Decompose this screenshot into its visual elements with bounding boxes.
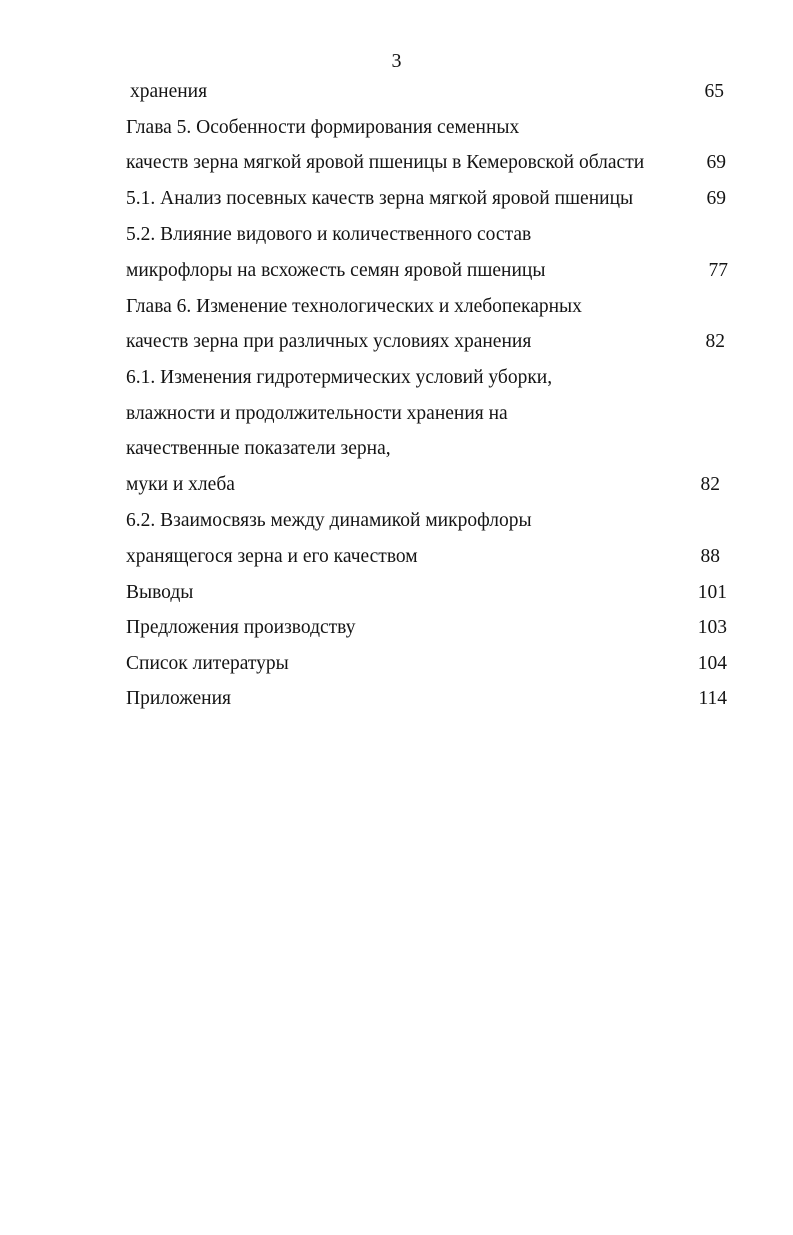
toc-entry-title: хранения xyxy=(130,81,208,102)
toc-entry-page: 101 xyxy=(697,582,727,603)
toc-entry-page: 69 xyxy=(706,188,726,209)
toc-entry xyxy=(0,396,793,432)
toc-entry xyxy=(0,539,793,575)
toc-entry xyxy=(0,575,793,611)
toc-entry-title: 6.1. Изменения гидротермических условий уборки, xyxy=(126,367,553,388)
toc-entry-title: 6.2. Взаимосвязь между динамикой микрофлоры xyxy=(126,510,532,531)
toc-entry-title: микрофлоры на всхожесть семян яровой пшеницы xyxy=(126,260,546,281)
toc-entry xyxy=(0,360,793,396)
toc-entry-title: Предложения производству xyxy=(126,617,356,638)
toc-entry xyxy=(0,217,793,253)
toc-entry xyxy=(0,646,793,682)
toc-entry xyxy=(0,431,793,467)
toc-entry-page: 82 xyxy=(705,331,725,352)
toc-entry-title: муки и хлеба xyxy=(126,474,235,495)
toc-entry xyxy=(0,503,793,539)
toc-entry-title: Приложения xyxy=(126,688,231,709)
toc-entry-title: качественные показатели зерна, xyxy=(126,438,391,459)
toc-entry-title: 5.1. Анализ посевных качеств зерна мягкой яровой пшеницы xyxy=(126,188,634,209)
toc-entry-page: 104 xyxy=(697,653,727,674)
toc-entry xyxy=(0,289,793,325)
toc-entry-title: Выводы xyxy=(126,582,194,603)
toc-entry xyxy=(0,181,793,217)
toc-entry-page: 88 xyxy=(700,546,720,567)
toc-entry xyxy=(0,110,793,146)
toc-entry-page: 82 xyxy=(700,474,720,495)
toc-entry-title: Глава 6. Изменение технологических и хлебопекарных xyxy=(126,296,582,317)
toc-entry xyxy=(0,467,793,503)
toc-entry xyxy=(0,610,793,646)
toc-entry-title: 5.2. Влияние видового и количественного состав xyxy=(126,224,532,245)
toc-entry xyxy=(0,145,793,181)
toc-entry-title: качеств зерна при различных условиях хранения xyxy=(126,331,532,352)
toc-entry xyxy=(0,324,793,360)
toc-entry-page: 103 xyxy=(697,617,727,638)
toc-entry-title: Список литературы xyxy=(126,653,289,674)
toc-entry-title: влажности и продолжительности хранения на xyxy=(126,403,508,424)
toc-entry-title: качеств зерна мягкой яровой пшеницы в Кемеровской области xyxy=(126,152,645,173)
toc-entry-page: 114 xyxy=(698,688,727,709)
toc-entry-page: 77 xyxy=(708,260,728,281)
toc-entry-page: 65 xyxy=(704,81,724,102)
toc-entry xyxy=(0,74,793,110)
page-number: 3 xyxy=(391,50,402,72)
toc-entry-title: Глава 5. Особенности формирования семенных xyxy=(126,117,520,138)
toc-entry-page: 69 xyxy=(706,152,726,173)
toc-entry xyxy=(0,681,793,717)
toc-entry xyxy=(0,253,793,289)
toc-entry-title: хранящегося зерна и его качеством xyxy=(126,546,418,567)
